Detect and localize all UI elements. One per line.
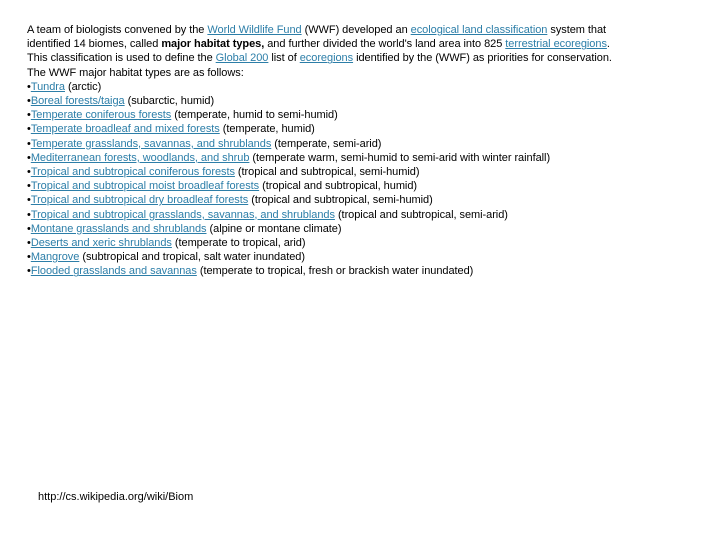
list-item: •Tropical and subtropical coniferous forests (tropical and subtropical, semi-humid) <box>27 166 420 179</box>
habitat-link[interactable]: Tropical and subtropical grasslands, savannas, and shrublands <box>30 208 335 221</box>
bullet-icon: • <box>27 109 31 122</box>
habitat-link[interactable]: Temperate coniferous forests <box>30 109 172 122</box>
link-terrestrial-ecoregions[interactable]: terrestrial ecoregions <box>505 38 607 51</box>
intro-line-4: The WWF major habitat types are as follows: <box>27 66 244 79</box>
bullet-icon: • <box>27 237 31 250</box>
list-item: •Temperate coniferous forests (temperate, humid to semi-humid) <box>27 109 338 122</box>
link-global-200[interactable]: Global 200 <box>215 52 269 65</box>
habitat-link[interactable]: Mediterranean forests, woodlands, and shrub <box>30 151 250 164</box>
main-text-block <box>27 23 703 279</box>
link-ecoregions[interactable]: ecoregions <box>299 52 354 65</box>
habitat-link[interactable]: Flooded grasslands and savannas <box>30 265 197 278</box>
bullet-icon: • <box>27 123 31 136</box>
bullet-icon: • <box>27 222 31 235</box>
bullet-icon: • <box>27 151 31 164</box>
link-ecological-land-classification[interactable]: ecological land classification <box>410 24 548 36</box>
habitat-link[interactable]: Deserts and xeric shrublands <box>30 237 172 250</box>
habitat-link[interactable]: Tropical and subtropical moist broadleaf forests <box>30 180 260 193</box>
list-item: •Mediterranean forests, woodlands, and shrub (temperate warm, semi-humid to semi-arid with winter rainfall) <box>27 151 551 164</box>
habitat-link[interactable]: Temperate broadleaf and mixed forests <box>30 123 220 136</box>
list-item: •Tropical and subtropical moist broadleaf forests (tropical and subtropical, humid) <box>27 180 418 193</box>
habitat-link[interactable]: Tropical and subtropical dry broadleaf forests <box>30 194 249 207</box>
bullet-icon: • <box>27 194 31 207</box>
bullet-icon: • <box>27 166 31 179</box>
habitat-link[interactable]: Tropical and subtropical coniferous forests <box>30 166 235 179</box>
list-item: •Tropical and subtropical grasslands, savannas, and shrublands (tropical and subtropical, semi-arid) <box>27 208 508 221</box>
bullet-icon: • <box>27 80 31 93</box>
habitat-link[interactable]: Mangrove <box>30 251 80 264</box>
list-item: •Deserts and xeric shrublands (temperate to tropical, arid) <box>27 237 306 250</box>
list-item: •Tropical and subtropical dry broadleaf forests (tropical and subtropical, semi-humid) <box>27 194 433 207</box>
link-world-wildlife-fund[interactable]: World Wildlife Fund <box>207 24 302 36</box>
bullet-icon: • <box>27 208 31 221</box>
bullet-icon: • <box>27 137 31 150</box>
habitat-list <box>27 80 703 279</box>
intro-line-3: This classification is used to define the Global 200 list of ecoregions identified by the (WWF) as priorities for conservation. <box>27 52 612 65</box>
list-item: •Boreal forests/taiga (subarctic, humid) <box>27 95 215 108</box>
habitat-link[interactable]: Boreal forests/taiga <box>30 95 125 108</box>
list-item: •Flooded grasslands and savannas (temperate to tropical, fresh or brackish water inundated) <box>27 265 474 278</box>
major-habitat-types-term: major habitat types, <box>161 38 265 51</box>
list-item: •Mangrove (subtropical and tropical, salt water inundated) <box>27 251 305 264</box>
intro-line-1: A team of biologists convened by the World Wildlife Fund (WWF) developed an ecological land classification system that <box>27 24 607 36</box>
list-item: •Temperate broadleaf and mixed forests (temperate, humid) <box>27 123 315 136</box>
intro-line-2: identified 14 biomes, called major habitat types, and further divided the world's land area into 825 terrestrial ecoregions. <box>27 38 610 51</box>
source-url: http://cs.wikipedia.org/wiki/Biom <box>38 491 194 503</box>
list-item: •Temperate grasslands, savannas, and shrublands (temperate, semi-arid) <box>27 137 382 150</box>
bullet-icon: • <box>27 251 31 264</box>
list-item: •Tundra (arctic) <box>27 80 102 93</box>
habitat-link[interactable]: Montane grasslands and shrublands <box>30 222 207 235</box>
habitat-link[interactable]: Tundra <box>30 80 65 93</box>
bullet-icon: • <box>27 95 31 108</box>
bullet-icon: • <box>27 180 31 193</box>
habitat-link[interactable]: Temperate grasslands, savannas, and shrublands <box>30 137 272 150</box>
bullet-icon: • <box>27 265 31 278</box>
list-item: •Montane grasslands and shrublands (alpine or montane climate) <box>27 222 342 235</box>
